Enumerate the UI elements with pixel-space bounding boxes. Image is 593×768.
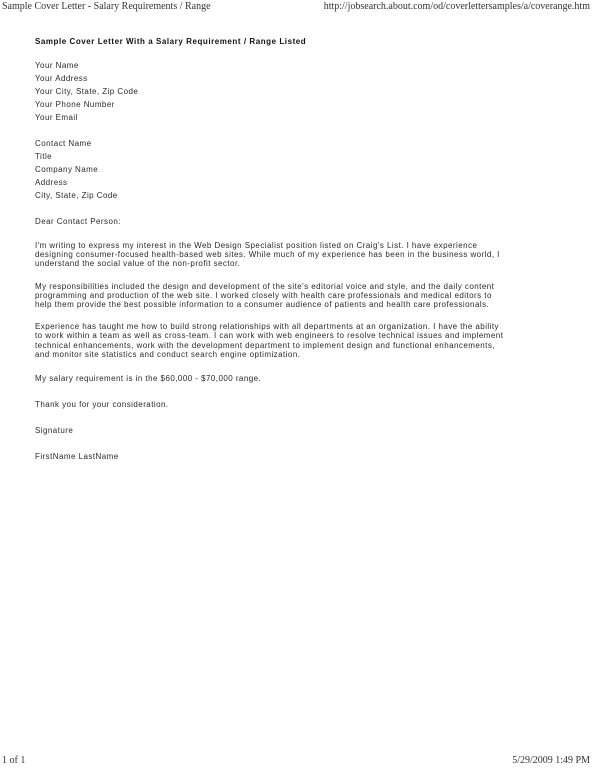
sender-phone: Your Phone Number xyxy=(35,100,115,109)
sender-city: Your City, State, Zip Code xyxy=(35,87,139,96)
print-timestamp: 5/29/2009 1:49 PM xyxy=(512,755,590,766)
header-url: http://jobsearch.about.com/od/coverlettersamples/a/coverange.htm xyxy=(323,1,590,12)
recipient-name: Contact Name xyxy=(35,139,92,148)
sender-address: Your Address xyxy=(35,74,88,83)
body-paragraph xyxy=(35,322,555,359)
paragraph-line: I'm writing to express my interest in the Web Design Specialist position listed on Craig's List. I have experience xyxy=(35,241,478,250)
sender-name: Your Name xyxy=(35,61,79,70)
paragraph-line: understand the social value of the non-profit sector. xyxy=(35,259,241,269)
salutation: Dear Contact Person: xyxy=(35,217,121,226)
letter-title: Sample Cover Letter With a Salary Requirement / Range Listed xyxy=(35,37,307,46)
signature-line: Signature xyxy=(35,426,74,436)
paragraph-line: programming and production of the web site. I worked closely with health care professionals and medical editors to xyxy=(35,290,492,300)
paragraph-line: to work within a team as well as cross-team. I can work with web engineers to resolve technical issues and implement xyxy=(35,331,504,341)
salary-requirement: My salary requirement is in the $60,000 - $70,000 range. xyxy=(35,374,262,384)
recipient-city: City, State, Zip Code xyxy=(35,191,118,200)
paragraph-line: My responsibilities included the design and development of the site's editorial voice and style, and the daily content xyxy=(35,281,495,291)
paragraph-line: technical enhancements, work with the development department to implement design and functional enhancements, xyxy=(35,340,495,350)
cover-letter xyxy=(35,35,555,463)
page-count: 1 of 1 xyxy=(2,755,26,766)
body-paragraph xyxy=(35,241,555,269)
print-footer xyxy=(0,754,593,768)
sender-email: Your Email xyxy=(35,113,78,122)
header-page-title: Sample Cover Letter - Salary Requirements / Range xyxy=(2,1,211,12)
closing-thanks: Thank you for your consideration. xyxy=(35,400,169,410)
paragraph-line: and monitor site statistics and conduct search engine optimization. xyxy=(35,349,301,359)
body-paragraph xyxy=(35,282,555,310)
print-header xyxy=(0,0,593,14)
recipient-title: Title xyxy=(35,152,53,161)
signoff-name: FirstName LastName xyxy=(35,452,119,462)
recipient-company: Company Name xyxy=(35,165,99,174)
paragraph-line: designing consumer-focused health-based web sites. While much of my experience has been in the business world, I xyxy=(35,250,500,260)
sender-block xyxy=(35,59,555,124)
recipient-block xyxy=(35,137,555,202)
recipient-address: Address xyxy=(35,178,68,187)
paragraph-line: Experience has taught me how to build strong relationships with all departments at an organization. I have the ability xyxy=(35,322,500,332)
paragraph-line: help them provide the best possible information to a consumer audience of patients and health care professionals. xyxy=(35,300,490,310)
